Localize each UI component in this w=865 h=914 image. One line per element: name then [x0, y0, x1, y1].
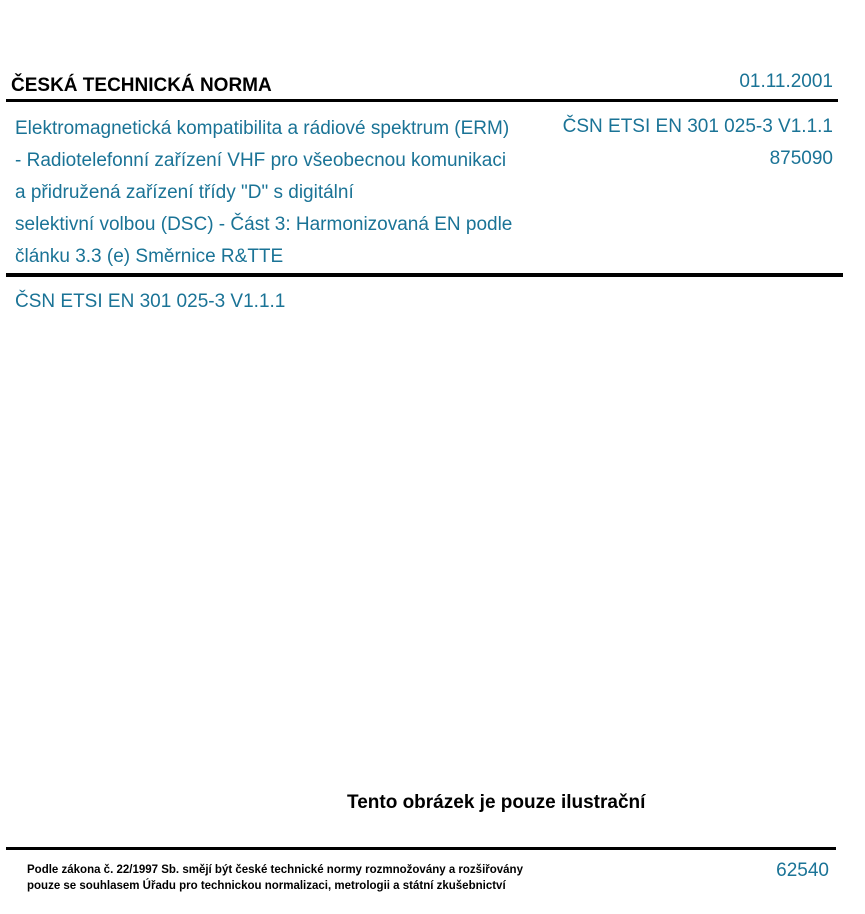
norm-title-line: a přidružená zařízení třídy "D" s digitální: [15, 182, 354, 203]
norm-title-line: selektivní volbou (DSC) - Část 3: Harmonizovaná EN podle: [15, 214, 513, 235]
footer-divider: [6, 847, 836, 850]
classification-code: 875090: [769, 148, 833, 169]
norm-title-line: článku 3.3 (e) Směrnice R&TTE: [15, 246, 284, 267]
norm-title-line: - Radiotelefonní zařízení VHF pro všeobecnou komunikaci: [15, 150, 507, 171]
legal-notice: [27, 862, 523, 894]
norm-number: ČSN ETSI EN 301 025-3 V1.1.1: [562, 116, 833, 137]
header-divider: [6, 99, 838, 102]
illustration-note: Tento obrázek je pouze ilustrační: [347, 792, 646, 813]
norm-title-line: Elektromagnetická kompatibilita a rádiové spektrum (ERM): [15, 118, 510, 139]
publication-date: 01.11.2001: [739, 71, 833, 92]
norm-title: [15, 113, 512, 273]
document-header-title: ČESKÁ TECHNICKÁ NORMA: [11, 75, 272, 96]
legal-notice-line: pouze se souhlasem Úřadu pro technickou normalizaci, metrologii a státní zkušebnictví: [27, 880, 506, 892]
title-divider: [6, 273, 843, 277]
document-code: 62540: [776, 860, 829, 881]
legal-notice-line: Podle zákona č. 22/1997 Sb. smějí být české technické normy rozmnožovány a rozšiřovány: [27, 864, 523, 876]
norm-reference: ČSN ETSI EN 301 025-3 V1.1.1: [15, 291, 286, 312]
